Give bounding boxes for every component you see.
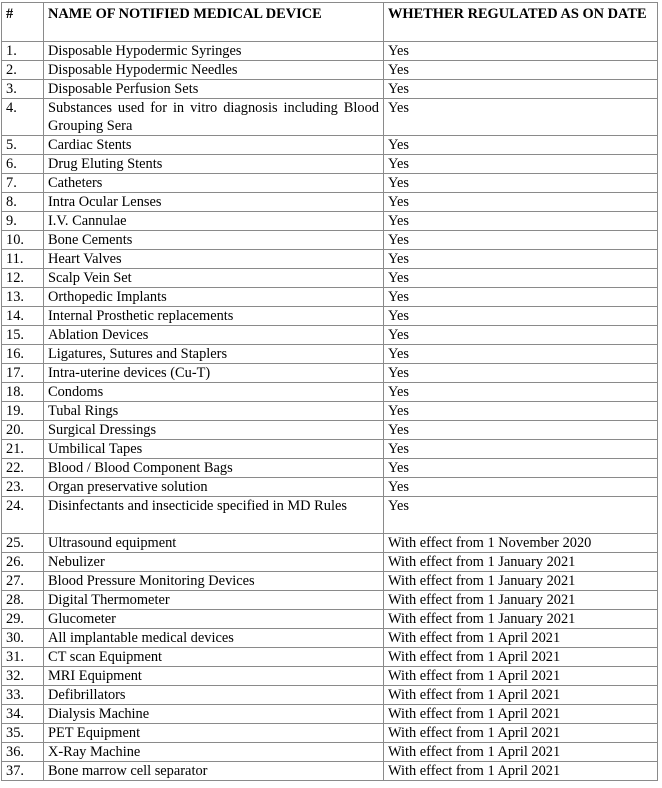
regulated-status: With effect from 1 January 2021 bbox=[384, 591, 658, 610]
regulated-status: Yes bbox=[384, 402, 658, 421]
row-number: 25. bbox=[2, 534, 44, 553]
device-name: Defibrillators bbox=[44, 686, 384, 705]
regulated-status: Yes bbox=[384, 136, 658, 155]
row-number: 21. bbox=[2, 440, 44, 459]
regulated-status: With effect from 1 April 2021 bbox=[384, 629, 658, 648]
regulated-status: With effect from 1 April 2021 bbox=[384, 705, 658, 724]
device-name: Digital Thermometer bbox=[44, 591, 384, 610]
table-row bbox=[2, 459, 658, 478]
regulated-status: Yes bbox=[384, 459, 658, 478]
table-row bbox=[2, 326, 658, 345]
device-name: Surgical Dressings bbox=[44, 421, 384, 440]
table-row bbox=[2, 591, 658, 610]
regulated-status: With effect from 1 April 2021 bbox=[384, 667, 658, 686]
regulated-status: Yes bbox=[384, 250, 658, 269]
table-row bbox=[2, 307, 658, 326]
row-number: 29. bbox=[2, 610, 44, 629]
row-number: 37. bbox=[2, 762, 44, 781]
device-name: Condoms bbox=[44, 383, 384, 402]
regulated-status: Yes bbox=[384, 80, 658, 99]
device-name: I.V. Cannulae bbox=[44, 212, 384, 231]
device-name: Catheters bbox=[44, 174, 384, 193]
table-row bbox=[2, 572, 658, 591]
table-row bbox=[2, 42, 658, 61]
device-name: Disposable Hypodermic Needles bbox=[44, 61, 384, 80]
device-name: Cardiac Stents bbox=[44, 136, 384, 155]
row-number: 31. bbox=[2, 648, 44, 667]
row-number: 12. bbox=[2, 269, 44, 288]
header-device-name: NAME OF NOTIFIED MEDICAL DEVICE bbox=[44, 3, 384, 42]
row-number: 2. bbox=[2, 61, 44, 80]
regulated-status: With effect from 1 January 2021 bbox=[384, 572, 658, 591]
device-name: Blood Pressure Monitoring Devices bbox=[44, 572, 384, 591]
header-regulated-status: WHETHER REGULATED AS ON DATE bbox=[384, 3, 658, 42]
header-row bbox=[2, 3, 658, 42]
table-row bbox=[2, 724, 658, 743]
device-name: Tubal Rings bbox=[44, 402, 384, 421]
table-row bbox=[2, 269, 658, 288]
table-row bbox=[2, 629, 658, 648]
device-name: Ligatures, Sutures and Staplers bbox=[44, 345, 384, 364]
device-name: Heart Valves bbox=[44, 250, 384, 269]
table-row bbox=[2, 212, 658, 231]
regulated-status: With effect from 1 January 2021 bbox=[384, 610, 658, 629]
row-number: 5. bbox=[2, 136, 44, 155]
table-row bbox=[2, 364, 658, 383]
device-name: Glucometer bbox=[44, 610, 384, 629]
table-row bbox=[2, 553, 658, 572]
table-row bbox=[2, 174, 658, 193]
device-name: Organ preservative solution bbox=[44, 478, 384, 497]
device-name: MRI Equipment bbox=[44, 667, 384, 686]
regulated-status: Yes bbox=[384, 497, 658, 534]
row-number: 9. bbox=[2, 212, 44, 231]
regulated-status: Yes bbox=[384, 174, 658, 193]
row-number: 20. bbox=[2, 421, 44, 440]
regulated-status: Yes bbox=[384, 307, 658, 326]
table-row bbox=[2, 497, 658, 534]
device-name: Internal Prosthetic replacements bbox=[44, 307, 384, 326]
regulated-status: Yes bbox=[384, 212, 658, 231]
device-name: Ablation Devices bbox=[44, 326, 384, 345]
regulated-status: Yes bbox=[384, 61, 658, 80]
table-row bbox=[2, 61, 658, 80]
table-row bbox=[2, 345, 658, 364]
table-header bbox=[2, 3, 658, 42]
row-number: 30. bbox=[2, 629, 44, 648]
regulated-status: Yes bbox=[384, 42, 658, 61]
row-number: 8. bbox=[2, 193, 44, 212]
table-row bbox=[2, 231, 658, 250]
table-row bbox=[2, 155, 658, 174]
row-number: 22. bbox=[2, 459, 44, 478]
row-number: 7. bbox=[2, 174, 44, 193]
regulated-status: With effect from 1 April 2021 bbox=[384, 743, 658, 762]
row-number: 32. bbox=[2, 667, 44, 686]
regulated-status: With effect from 1 April 2021 bbox=[384, 724, 658, 743]
device-name: CT scan Equipment bbox=[44, 648, 384, 667]
table-row bbox=[2, 667, 658, 686]
table-row bbox=[2, 193, 658, 212]
row-number: 15. bbox=[2, 326, 44, 345]
table-row bbox=[2, 762, 658, 781]
regulated-status: With effect from 1 April 2021 bbox=[384, 762, 658, 781]
row-number: 26. bbox=[2, 553, 44, 572]
device-name: X-Ray Machine bbox=[44, 743, 384, 762]
device-name: Bone Cements bbox=[44, 231, 384, 250]
header-number: # bbox=[2, 3, 44, 42]
row-number: 13. bbox=[2, 288, 44, 307]
row-number: 3. bbox=[2, 80, 44, 99]
regulated-status: Yes bbox=[384, 155, 658, 174]
regulated-status: Yes bbox=[384, 440, 658, 459]
row-number: 4. bbox=[2, 99, 44, 136]
device-name: Disinfectants and insecticide specified in MD Rules bbox=[44, 497, 384, 534]
regulated-status: Yes bbox=[384, 231, 658, 250]
regulated-status: Yes bbox=[384, 421, 658, 440]
row-number: 24. bbox=[2, 497, 44, 534]
table-row bbox=[2, 288, 658, 307]
table-row bbox=[2, 402, 658, 421]
row-number: 23. bbox=[2, 478, 44, 497]
table-row bbox=[2, 250, 658, 269]
row-number: 28. bbox=[2, 591, 44, 610]
device-name: All implantable medical devices bbox=[44, 629, 384, 648]
row-number: 14. bbox=[2, 307, 44, 326]
device-name: Blood / Blood Component Bags bbox=[44, 459, 384, 478]
device-name: Disposable Hypodermic Syringes bbox=[44, 42, 384, 61]
row-number: 36. bbox=[2, 743, 44, 762]
notified-medical-devices-table bbox=[1, 2, 658, 781]
device-name: Ultrasound equipment bbox=[44, 534, 384, 553]
device-name: Nebulizer bbox=[44, 553, 384, 572]
table-row bbox=[2, 743, 658, 762]
regulated-status: Yes bbox=[384, 326, 658, 345]
row-number: 6. bbox=[2, 155, 44, 174]
device-name: Intra-uterine devices (Cu-T) bbox=[44, 364, 384, 383]
row-number: 19. bbox=[2, 402, 44, 421]
table-row bbox=[2, 80, 658, 99]
device-name: Scalp Vein Set bbox=[44, 269, 384, 288]
regulated-status: With effect from 1 January 2021 bbox=[384, 553, 658, 572]
device-name: Orthopedic Implants bbox=[44, 288, 384, 307]
device-name: Dialysis Machine bbox=[44, 705, 384, 724]
regulated-status: Yes bbox=[384, 364, 658, 383]
table-row bbox=[2, 534, 658, 553]
device-name: Disposable Perfusion Sets bbox=[44, 80, 384, 99]
regulated-status: With effect from 1 April 2021 bbox=[384, 648, 658, 667]
regulated-status: Yes bbox=[384, 193, 658, 212]
table-row bbox=[2, 440, 658, 459]
device-name: Intra Ocular Lenses bbox=[44, 193, 384, 212]
table-row bbox=[2, 99, 658, 136]
regulated-status: Yes bbox=[384, 288, 658, 307]
table-row bbox=[2, 383, 658, 402]
table-row bbox=[2, 421, 658, 440]
table-row bbox=[2, 478, 658, 497]
row-number: 34. bbox=[2, 705, 44, 724]
row-number: 10. bbox=[2, 231, 44, 250]
table-body bbox=[2, 42, 658, 781]
table-row bbox=[2, 136, 658, 155]
table-row bbox=[2, 648, 658, 667]
device-name: Substances used for in vitro diagnosis including Blood Grouping Sera bbox=[44, 99, 384, 136]
row-number: 35. bbox=[2, 724, 44, 743]
row-number: 18. bbox=[2, 383, 44, 402]
row-number: 1. bbox=[2, 42, 44, 61]
table-row bbox=[2, 610, 658, 629]
device-name: Drug Eluting Stents bbox=[44, 155, 384, 174]
table-row bbox=[2, 686, 658, 705]
regulated-status: Yes bbox=[384, 478, 658, 497]
regulated-status: Yes bbox=[384, 383, 658, 402]
device-name: PET Equipment bbox=[44, 724, 384, 743]
row-number: 27. bbox=[2, 572, 44, 591]
device-name: Umbilical Tapes bbox=[44, 440, 384, 459]
table-row bbox=[2, 705, 658, 724]
row-number: 17. bbox=[2, 364, 44, 383]
regulated-status: With effect from 1 November 2020 bbox=[384, 534, 658, 553]
row-number: 16. bbox=[2, 345, 44, 364]
row-number: 33. bbox=[2, 686, 44, 705]
regulated-status: Yes bbox=[384, 269, 658, 288]
regulated-status: With effect from 1 April 2021 bbox=[384, 686, 658, 705]
row-number: 11. bbox=[2, 250, 44, 269]
regulated-status: Yes bbox=[384, 345, 658, 364]
regulated-status: Yes bbox=[384, 99, 658, 136]
device-name: Bone marrow cell separator bbox=[44, 762, 384, 781]
